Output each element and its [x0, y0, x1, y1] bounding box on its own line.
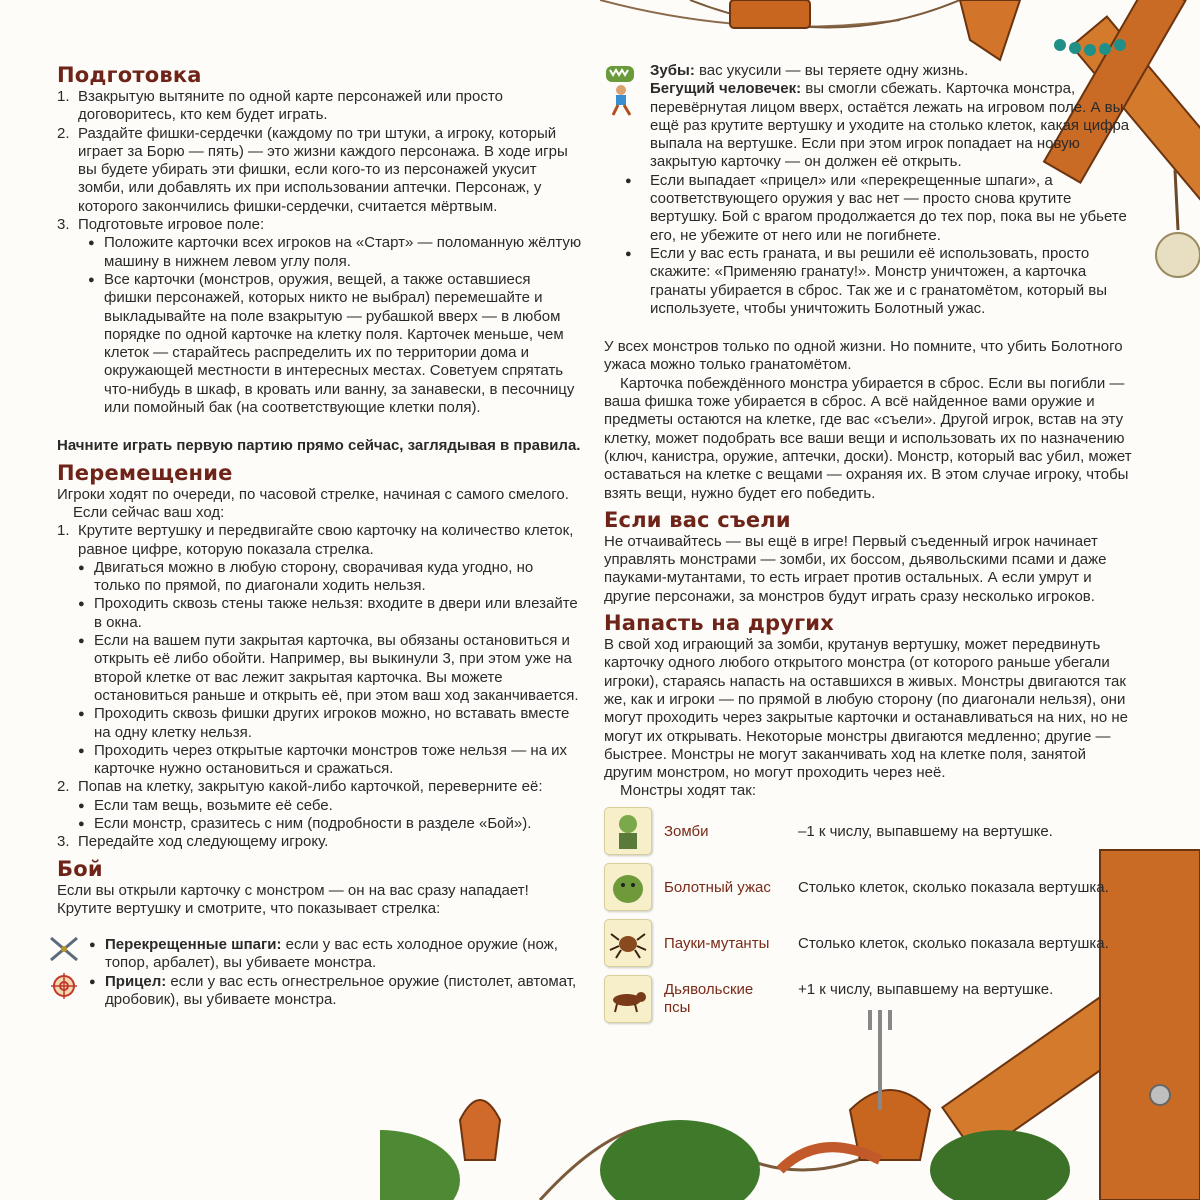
- monster-desc: –1 к числу, выпавшему на вертушке.: [798, 822, 1053, 840]
- list-item: 3. Передайте ход следующему игроку.: [57, 833, 329, 851]
- dog-icon: [604, 975, 652, 1023]
- monster-desc: Столько клеток, сколько показала вертушка.: [798, 878, 1109, 896]
- monster-name: Зомби: [664, 822, 709, 840]
- fight-aim-item: ● Прицел: если у вас есть огнестрельное оружие (пистолет, автомат, дробовик), вы убиваете монстра.: [57, 973, 582, 1010]
- bullet-item: ● Если у вас есть граната, и вы решили её использовать, просто скажите: «Применяю гранату!». Монстр уничтожен, а карточка гранаты убирается в сброс. Так же и с гранатомётом, который вы используете, чтобы уничтожить Болотный ужас.: [604, 245, 1134, 318]
- list-item: 2. Раздайте фишки-сердечки (каждому по три штуки, а игроку, который играет за Борю — пять) — это жизни каждого персонажа. В ходе игры вы будете убирать эти фишки, если кого-то из персонажей укусит зомби, или добавлять их при использовании аптечки. Персонаж, у которого закончились фишки-сердечки, считается мёртвым.: [57, 124, 568, 215]
- aim-icon: [47, 973, 81, 999]
- bullet-item: ● Проходить через открытые карточки монстров тоже нельзя — на их карточке нужно остановиться и сражаться.: [57, 742, 582, 779]
- bullet-item: ● Если там вещь, возьмите её себе.: [57, 797, 582, 815]
- section-title-eaten: Если вас съели: [604, 507, 791, 532]
- monster-row-swamp-horror: [604, 863, 1134, 913]
- list-item: 2. Попав на клетку, закрытую какой-либо карточкой, переверните её:: [57, 778, 543, 796]
- monsters-move-intro: Монстры ходят так:: [620, 782, 756, 800]
- move-intro-2: Если сейчас ваш ход:: [73, 503, 225, 521]
- start-note: Начните играть первую партию прямо сейчас, заглядывая в правила.: [57, 437, 581, 455]
- zombie-icon: [604, 807, 652, 855]
- fight-teeth-item: Зубы: вас укусили — вы теряете одну жизнь.: [604, 62, 1134, 80]
- monster-row-zombie: [604, 807, 1134, 857]
- bullet-item: ● Проходить сквозь стены также нельзя: входите в двери или влезайте в окна.: [57, 595, 582, 632]
- monster-row-spiders: [604, 919, 1134, 969]
- list-item: 3. Подготовьте игровое поле:: [57, 216, 265, 234]
- section-title-fight: Бой: [57, 856, 103, 881]
- monster-desc: Столько клеток, сколько показала вертушка.: [798, 934, 1109, 952]
- fight-swords-item: ● Перекрещенные шпаги: если у вас есть холодное оружие (нож, топор, арбалет), вы убиваете монстра.: [57, 936, 582, 973]
- monster-name: Дьявольские псы: [664, 980, 754, 1016]
- bullet-item: ● Если на вашем пути закрытая карточка, вы обязаны остановиться и открыть её либо обойти. Например, вы выкинули 3, при этом уже на второй клетке от вас лежит закрытая карточка. Вы можете остановиться раньше и открыть её, при этом ваш ход заканчивается.: [57, 632, 582, 705]
- fight-intro: Если вы открыли карточку с монстром — он на вас сразу нападает! Крутите вертушку и смотрите, что показывает стрелка:: [57, 881, 529, 917]
- crossed-swords-icon: [47, 936, 81, 962]
- monster-name: Пауки-мутанты: [664, 934, 770, 952]
- swamp-horror-icon: [604, 863, 652, 911]
- spider-icon: [604, 919, 652, 967]
- attack-text: В свой ход играющий за зомби, крутанув вертушку, может передвинуть карточку одного любого открытого монстра (от которого раньше убегали игроки), стараясь напасть на оставшихся в живых. Монстры двигаются так же, как и игроки — по прямой в любую сторону (по диагонали нельзя), они могут проходить через закрытые карточки и останавливаться на них, но не могут их открывать. Некоторые монстры двигаются медленно; другие — быстрее. Монстры не могут заканчивать ход на клетке поля, занятой другим монстром, но могут проходить через неё.: [604, 636, 1128, 782]
- section-title-attack: Напасть на других: [604, 611, 834, 636]
- bullet-item: ● Если монстр, сразитесь с ним (подробности в разделе «Бой»).: [57, 815, 582, 833]
- list-item: 1. Крутите вертушку и передвигайте свою карточку на количество клеток, равное цифре, которую показала стрелка.: [57, 522, 574, 558]
- section-title-prep: Подготовка: [57, 63, 202, 87]
- bullet-item: ● Все карточки (монстров, оружия, вещей, а также оставшиеся фишки персонажей, которых никто не выбрал) перемешайте и выкладывайте на поле взакрытую — рубашкой вверх — в любом порядке по одной карточке на клетку поля. Карточек меньше, чем клеток — старайтесь распределить их по территории дома и окружающей местности в интересных местах. Советуем спрятать что-нибудь в шкаф, в кровать или ванну, за занавески, в песочницу или помойный бак (на соответствующие клетки поля).: [57, 271, 582, 417]
- fight-note-1: У всех монстров только по одной жизни. Но помните, что убить Болотного ужаса можно только гранатомётом.: [604, 338, 1123, 374]
- right-column: [604, 62, 1134, 1025]
- running-man-icon: [604, 84, 638, 118]
- move-intro: Игроки ходят по очереди, по часовой стрелке, начиная с самого смелого.: [57, 485, 569, 503]
- bullet-item: ● Двигаться можно в любую сторону, сворачивая куда угодно, но только по прямой, по диагонали ходить нельзя.: [57, 559, 582, 596]
- monster-desc: +1 к числу, выпавшему на вертушке.: [798, 980, 1054, 998]
- bullet-item: ● Положите карточки всех игроков на «Старт» — поломанную жёлтую машину в нижнем левом углу поля.: [57, 234, 582, 271]
- left-column: [57, 62, 582, 1009]
- fight-note-2: Карточка побеждённого монстра убирается в сброс. Если вы погибли — ваша фишка тоже убирается в сброс. А всё найденное вами оружие и предметы остаются на клетке, где вас «съели». Другой игрок, встав на эту клетку, может подобрать все ваши вещи и использовать их по назначению (ключ, канистра, оружие, аптечки, доски). Монстр, который вас убил, может оставаться на клетке с вещами — охраняя их. В этом случае игроку, чтобы взять вещи, нужно будет его победить.: [604, 374, 1132, 502]
- bullet-item: ● Если выпадает «прицел» или «перекрещенные шпаги», а соответствующего оружия у вас нет — просто снова крутите вертушку. Бой с врагом продолжается до тех пор, пока вы не убьете его, не убежите от него или не погибнете.: [604, 172, 1134, 245]
- monster-name: Болотный ужас: [664, 878, 771, 896]
- section-title-move: Перемещение: [57, 460, 233, 485]
- eaten-text: Не отчаивайтесь — вы ещё в игре! Первый съеденный игрок начинает управлять монстрами — зомби, их боссом, дьявольскими псами и даже пауками-мутантами, то есть играет против остальных. А если умрут и другие персонажи, за монстров будут играть сразу несколько игроков.: [604, 532, 1107, 605]
- fight-runner-item: Бегущий человечек: вы смогли сбежать. Карточка монстра, перевёрнутая лицом вверх, остаётся лежать на игровом поле. А вы ещё раз крутите вертушку и уходите на столько клеток, какая цифра выпала на вертушке. Если при этом игрок попадает на новую закрытую карточку — он должен её открыть.: [604, 80, 1134, 171]
- monster-row-dogs: [604, 975, 1134, 1025]
- list-item: 1. Взакрытую вытяните по одной карте персонажей или просто договоритесь, кто кем будет играть.: [57, 88, 503, 124]
- bullet-item: ● Проходить сквозь фишки других игроков можно, но вставать вместе на одну клетку нельзя.: [57, 705, 582, 742]
